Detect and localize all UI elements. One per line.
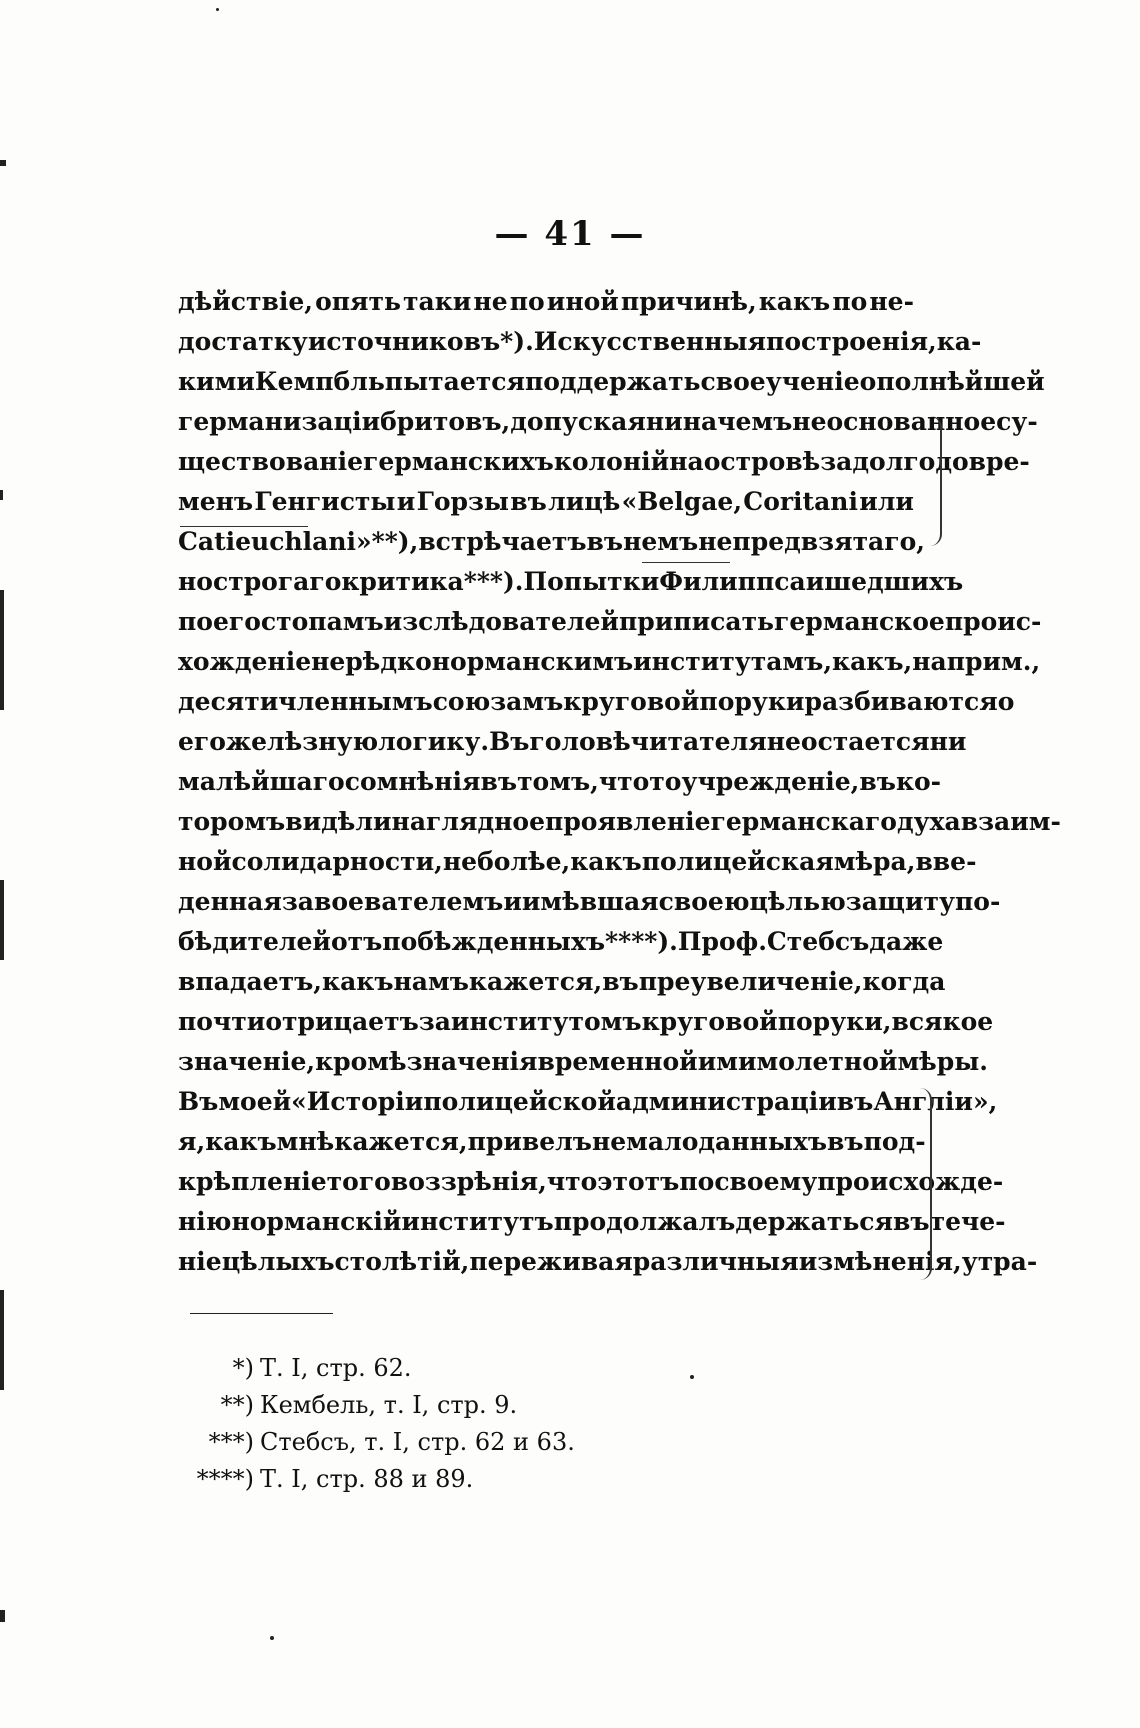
footnote-mark: ***) bbox=[208, 1428, 254, 1456]
text-line bbox=[178, 402, 1038, 442]
word: крѣпленіе bbox=[178, 1167, 327, 1196]
margin-mark bbox=[0, 1290, 4, 1390]
word: и bbox=[503, 887, 522, 916]
word: и bbox=[396, 487, 416, 516]
word: ществованіе bbox=[178, 447, 363, 476]
word: ученіе bbox=[765, 367, 860, 396]
ink-speck bbox=[270, 1636, 274, 1640]
word: утра- bbox=[961, 1247, 1038, 1276]
text-line bbox=[178, 442, 1030, 482]
word: по bbox=[832, 287, 868, 316]
word: наглядное bbox=[391, 807, 546, 836]
word: торомъ bbox=[178, 807, 286, 836]
word: побѣжденныхъ****). bbox=[382, 927, 678, 956]
word: Горзы bbox=[416, 487, 509, 516]
text-line bbox=[178, 842, 977, 882]
word: его bbox=[212, 607, 261, 636]
word: даже bbox=[869, 927, 944, 956]
word: институтомъ bbox=[450, 1007, 642, 1036]
word: читателя bbox=[630, 727, 767, 756]
margin-mark bbox=[0, 880, 4, 960]
word: не bbox=[698, 527, 733, 556]
word: своему bbox=[714, 1167, 818, 1196]
word: отъ bbox=[330, 927, 383, 956]
word: или bbox=[859, 487, 914, 516]
word: духа bbox=[896, 807, 961, 836]
word: проис- bbox=[944, 607, 1042, 636]
word: островѣ bbox=[703, 447, 821, 476]
word: воззрѣнія, bbox=[390, 1167, 547, 1196]
word: то bbox=[649, 767, 682, 796]
word: временной bbox=[537, 1047, 698, 1076]
word: Catieuchlani» bbox=[178, 527, 372, 556]
text-line bbox=[178, 322, 982, 362]
footnote-text: Т. I, стр. 88 и 89. bbox=[260, 1465, 474, 1493]
word: колоній bbox=[553, 447, 670, 476]
word: поруки, bbox=[777, 1007, 892, 1036]
text-line bbox=[178, 1002, 994, 1042]
word: менъ bbox=[178, 487, 254, 516]
handwritten-underline bbox=[180, 526, 308, 527]
word: какъ bbox=[570, 847, 642, 876]
word: союзамъ bbox=[432, 687, 564, 716]
word: мѣра, bbox=[833, 847, 916, 876]
word: учрежденіе, bbox=[681, 767, 860, 796]
word: институтъ bbox=[401, 1207, 554, 1236]
word: защиту bbox=[845, 887, 955, 916]
word: своею bbox=[658, 887, 750, 916]
word: Проф. bbox=[677, 927, 767, 956]
word: когда bbox=[862, 967, 946, 996]
word: о bbox=[997, 687, 1015, 716]
word: Coritani bbox=[743, 487, 858, 516]
word: источниковъ bbox=[307, 327, 501, 356]
footnote-text: Кембель, т. I, стр. 9. bbox=[260, 1391, 518, 1419]
word: по bbox=[509, 287, 545, 316]
margin-bracket bbox=[918, 1088, 932, 1280]
word: шедшихъ bbox=[824, 567, 964, 596]
word: значеніе, bbox=[178, 1047, 316, 1076]
word: какъ, bbox=[832, 647, 913, 676]
word: какъ bbox=[322, 967, 394, 996]
word: критика bbox=[341, 567, 464, 596]
text-line bbox=[178, 1082, 998, 1122]
word: на bbox=[669, 447, 704, 476]
word: цѣлыхъ bbox=[221, 1247, 335, 1276]
text-line bbox=[178, 722, 967, 762]
text-line bbox=[178, 882, 1001, 922]
word: кажется, bbox=[334, 1127, 468, 1156]
word: ка- bbox=[936, 327, 982, 356]
word: впадаетъ, bbox=[178, 967, 323, 996]
word: въ bbox=[480, 767, 518, 796]
word: нерѣдко bbox=[311, 647, 432, 676]
word: его bbox=[178, 727, 226, 756]
word: данныхъ bbox=[698, 1127, 827, 1156]
word: германскихъ bbox=[363, 447, 554, 476]
word: поруки bbox=[699, 687, 805, 716]
footnote-mark: *) bbox=[232, 1354, 254, 1382]
word: Искусственныя bbox=[533, 327, 767, 356]
word: пытается bbox=[384, 367, 525, 396]
word: десятичленнымъ bbox=[178, 687, 433, 716]
text-line bbox=[178, 522, 925, 562]
word: полицейская bbox=[641, 847, 834, 876]
word: *). bbox=[500, 327, 534, 356]
word: держаться bbox=[735, 1207, 894, 1236]
word: задолго bbox=[820, 447, 936, 476]
word: въ bbox=[510, 487, 547, 516]
word: нію bbox=[178, 1207, 232, 1236]
word: Попытки bbox=[523, 567, 660, 596]
word: неосновaнное bbox=[792, 407, 997, 436]
word: продолжалъ bbox=[553, 1207, 736, 1236]
margin-mark bbox=[0, 590, 4, 710]
text-line bbox=[178, 922, 944, 962]
word: томъ, bbox=[517, 767, 599, 796]
word: не bbox=[473, 287, 508, 316]
word: въ bbox=[827, 1127, 864, 1156]
word: вве- bbox=[915, 847, 977, 876]
word: и bbox=[697, 1047, 717, 1076]
word: германизаціи bbox=[178, 407, 381, 436]
word: по- bbox=[954, 887, 1001, 916]
text-line bbox=[178, 642, 1041, 682]
word: не bbox=[442, 847, 478, 876]
word: ни bbox=[645, 407, 683, 436]
word: предвзятаго, bbox=[732, 527, 925, 556]
margin-mark bbox=[0, 160, 6, 166]
word: лицѣ bbox=[548, 487, 621, 516]
text-line bbox=[178, 1162, 1004, 1202]
word: Генгисты bbox=[254, 487, 396, 516]
word: Кемпбль bbox=[254, 367, 385, 396]
word: имѣвшая bbox=[521, 887, 659, 916]
word: «Belgae, bbox=[621, 487, 743, 516]
word: ніе bbox=[178, 1247, 222, 1276]
word: мимолетной bbox=[716, 1047, 898, 1076]
footnote-text: Стебсъ, т. I, стр. 62 и 63. bbox=[260, 1428, 575, 1456]
body-text bbox=[178, 282, 1061, 1282]
word: завоевателемъ bbox=[281, 887, 504, 916]
word: переживая bbox=[469, 1247, 633, 1276]
word: Въ bbox=[178, 1087, 219, 1116]
word: головѣ bbox=[529, 727, 631, 756]
word: Англіи», bbox=[873, 1087, 998, 1116]
word: привелъ bbox=[467, 1127, 592, 1156]
word: бѣдителей bbox=[178, 927, 331, 956]
text-line bbox=[178, 1042, 988, 1082]
word: денная bbox=[178, 887, 282, 916]
footnotes bbox=[178, 1350, 678, 1498]
margin-mark bbox=[0, 490, 3, 500]
word: ни bbox=[929, 727, 967, 756]
page-number: — 41 — bbox=[494, 214, 646, 254]
word: столѣтій, bbox=[334, 1247, 470, 1276]
footnote bbox=[178, 1350, 678, 1387]
word: вре- bbox=[968, 447, 1030, 476]
footnote-mark: ****) bbox=[196, 1465, 254, 1493]
word: въ bbox=[893, 1207, 930, 1236]
footnote-rule bbox=[190, 1313, 333, 1314]
word: по bbox=[679, 1167, 715, 1196]
word: норманскимъ bbox=[431, 647, 634, 676]
word: сомнѣнія bbox=[344, 767, 481, 796]
word: значенія bbox=[406, 1047, 538, 1076]
word: какъ bbox=[758, 287, 831, 316]
text-line bbox=[178, 362, 1045, 402]
word: въ bbox=[859, 767, 896, 796]
margin-bracket bbox=[928, 416, 942, 546]
word: намъ bbox=[393, 967, 469, 996]
text-line bbox=[178, 282, 914, 322]
text-line bbox=[178, 562, 964, 602]
word: разбиваются bbox=[804, 687, 998, 716]
word: дѣйствіе, bbox=[178, 287, 313, 316]
text-line bbox=[178, 482, 914, 522]
word: построенія, bbox=[766, 327, 937, 356]
word: встрѣчаетъ bbox=[418, 527, 587, 556]
text-line bbox=[178, 802, 1061, 842]
word: причинѣ, bbox=[620, 287, 757, 316]
word: полицейской bbox=[423, 1087, 616, 1116]
word: остается bbox=[800, 727, 930, 756]
word: какъ bbox=[205, 1127, 277, 1156]
footnote bbox=[178, 1387, 678, 1424]
word: до bbox=[935, 447, 969, 476]
word: круговой bbox=[641, 1007, 778, 1036]
word: въ bbox=[836, 1087, 874, 1116]
word: солидарности, bbox=[231, 847, 443, 876]
word: норманскій bbox=[231, 1207, 402, 1236]
word: не- bbox=[869, 287, 914, 316]
word: измѣненія, bbox=[798, 1247, 962, 1276]
word: Стебсъ bbox=[766, 927, 870, 956]
word: тече- bbox=[929, 1207, 1006, 1236]
word: опять bbox=[315, 287, 401, 316]
text-line bbox=[178, 682, 1015, 722]
word: въ bbox=[586, 527, 624, 556]
word: приписать bbox=[618, 607, 775, 636]
word: институтамъ, bbox=[633, 647, 833, 676]
word: происхожде- bbox=[817, 1167, 1004, 1196]
word: изслѣдователей bbox=[383, 607, 619, 636]
ink-speck bbox=[216, 8, 219, 11]
word: «Исторіи bbox=[291, 1087, 424, 1116]
word: не bbox=[766, 727, 801, 756]
word: достатку bbox=[178, 327, 308, 356]
word: цѣлью bbox=[749, 887, 846, 916]
word: ко- bbox=[895, 767, 942, 796]
word: строгаго bbox=[212, 567, 342, 596]
text-line bbox=[178, 1242, 1038, 1282]
word: под- bbox=[863, 1127, 926, 1156]
word: по bbox=[178, 607, 213, 636]
word: иной bbox=[546, 287, 619, 316]
word: желѣзную bbox=[225, 727, 379, 756]
word: за bbox=[418, 1007, 451, 1036]
footnote bbox=[178, 1424, 678, 1461]
word: что bbox=[546, 1167, 598, 1196]
word: таки bbox=[403, 287, 472, 316]
text-line bbox=[178, 1122, 926, 1162]
word: различныя bbox=[632, 1247, 799, 1276]
word: всякое bbox=[891, 1007, 994, 1036]
word: германское bbox=[774, 607, 945, 636]
text-line bbox=[178, 962, 946, 1002]
word: полнѣйшей bbox=[876, 367, 1045, 396]
word: въ bbox=[602, 967, 639, 996]
word: мѣры. bbox=[897, 1047, 988, 1076]
word: допуская bbox=[510, 407, 646, 436]
margin-mark bbox=[0, 1610, 5, 1622]
word: наприм., bbox=[912, 647, 1041, 676]
text-line bbox=[178, 602, 1042, 642]
word: почти bbox=[178, 1007, 266, 1036]
word: что bbox=[598, 767, 650, 796]
word: о bbox=[859, 367, 877, 396]
word: на bbox=[682, 407, 718, 436]
word: немъ bbox=[623, 527, 699, 556]
word: проявленіе bbox=[545, 807, 711, 836]
word: бритовъ, bbox=[380, 407, 511, 436]
word: стопамъ bbox=[260, 607, 384, 636]
word: **), bbox=[371, 527, 419, 556]
word: болѣе, bbox=[477, 847, 571, 876]
word: Въ bbox=[489, 727, 530, 756]
word: ***). bbox=[463, 567, 524, 596]
word: того bbox=[326, 1167, 391, 1196]
word: германскаго bbox=[710, 807, 897, 836]
word: администраціи bbox=[615, 1087, 837, 1116]
word: немало bbox=[591, 1127, 699, 1156]
ink-speck bbox=[690, 1375, 694, 1379]
word: ной bbox=[178, 847, 232, 876]
handwritten-underline bbox=[642, 562, 730, 563]
word: чемъ bbox=[717, 407, 793, 436]
word: преувеличеніе, bbox=[638, 967, 863, 996]
word: су- bbox=[996, 407, 1038, 436]
word: кажется, bbox=[468, 967, 603, 996]
word: кромѣ bbox=[315, 1047, 407, 1076]
word: кими bbox=[178, 367, 255, 396]
footnote-text: Т. I, стр. 62. bbox=[260, 1354, 412, 1382]
word: взаим- bbox=[960, 807, 1061, 836]
word: мнѣ bbox=[276, 1127, 335, 1156]
word: отрицаетъ bbox=[265, 1007, 419, 1036]
word: поддержать bbox=[524, 367, 701, 396]
word: Филиппса bbox=[659, 567, 806, 596]
word: но bbox=[178, 567, 213, 596]
footnote-mark: **) bbox=[220, 1391, 254, 1419]
word: я, bbox=[178, 1127, 206, 1156]
word: этотъ bbox=[597, 1167, 680, 1196]
word: видѣли bbox=[285, 807, 392, 836]
word: свое bbox=[700, 367, 766, 396]
word: и bbox=[805, 567, 825, 596]
word: логику. bbox=[378, 727, 490, 756]
word: круговой bbox=[563, 687, 700, 716]
word: моей bbox=[218, 1087, 292, 1116]
word: хожденіе bbox=[178, 647, 312, 676]
footnote bbox=[178, 1461, 678, 1498]
text-line bbox=[178, 762, 942, 802]
word: малѣйшаго bbox=[178, 767, 345, 796]
text-line bbox=[178, 1202, 1006, 1242]
